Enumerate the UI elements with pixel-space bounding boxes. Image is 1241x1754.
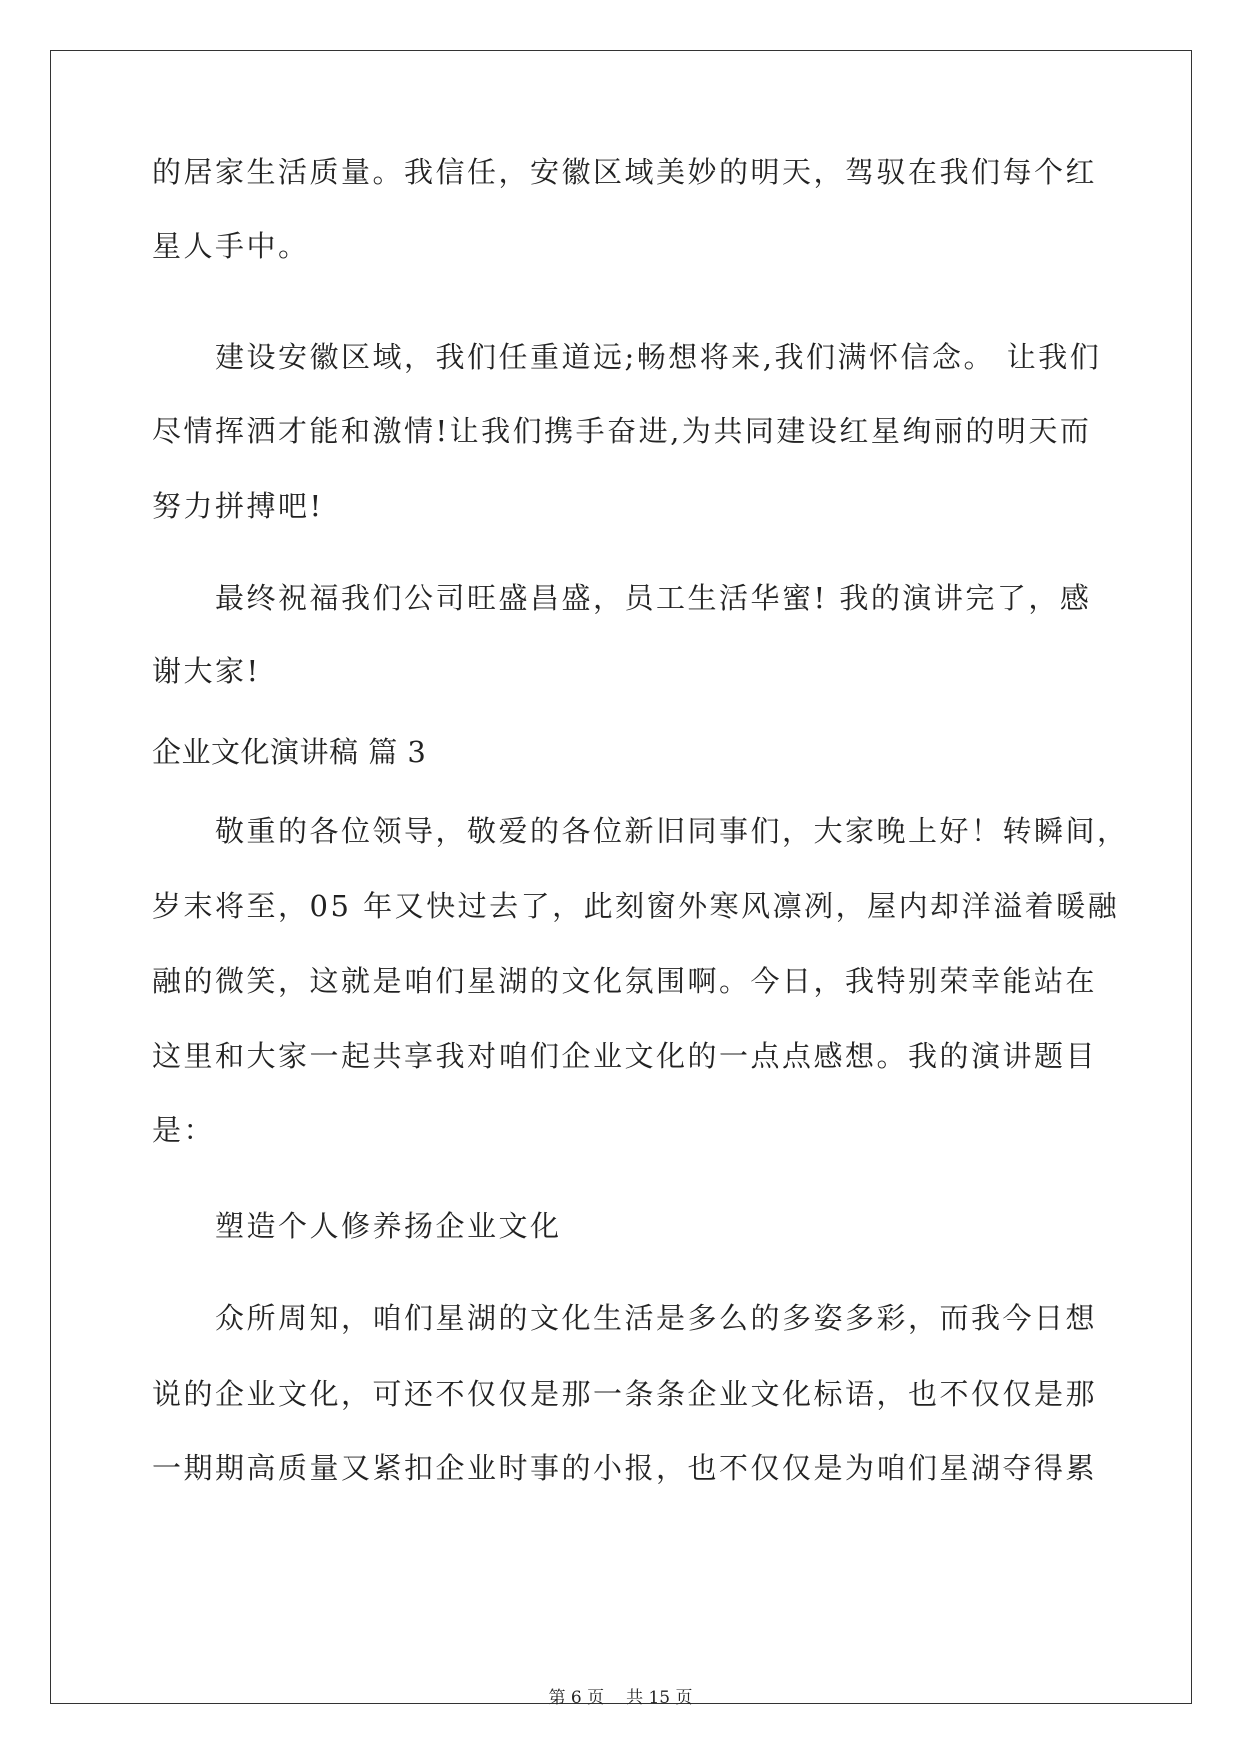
text-line: 谢大家! [152, 654, 261, 688]
text-line: 众所周知，咱们星湖的文化生活是多么的多姿多彩，而我今日想 [152, 1301, 1098, 1335]
text-line: 这里和大家一起共享我对咱们企业文化的一点点感想。我的演讲题目 [152, 1039, 1098, 1073]
text-line: 岁末将至，05 年又快过去了，此刻窗外寒风凛冽，屋内却洋溢着暖融 [152, 889, 1120, 923]
page-number: 第 6 页 [548, 1688, 605, 1708]
text-line: 的居家生活质量。我信任，安徽区域美妙的明天，驾驭在我们每个红 [152, 155, 1098, 189]
text-line: 融的微笑，这就是咱们星湖的文化氛围啊。今日，我特别荣幸能站在 [152, 964, 1098, 998]
text-line: 是： [152, 1113, 216, 1147]
text-line: 一期期高质量又紧扣企业时事的小报，也不仅仅是为咱们星湖夺得累 [152, 1451, 1098, 1485]
text-line: 说的企业文化，可还不仅仅是那一条条企业文化标语，也不仅仅是那 [152, 1377, 1098, 1411]
page-footer [0, 1687, 1241, 1709]
text-line: 星人手中。 [152, 229, 310, 263]
text-line: 建设安徽区域，我们任重道远;畅想将来,我们满怀信念。 让我们 [152, 340, 1102, 374]
text-line: 敬重的各位领导，敬爱的各位新旧同事们，大家晚上好！转瞬间， [152, 814, 1129, 848]
speech-title: 塑造个人修养扬企业文化 [152, 1209, 562, 1243]
text-line: 最终祝福我们公司旺盛昌盛，员工生活华蜜! 我的演讲完了，感 [152, 581, 1092, 615]
text-line: 尽情挥洒才能和激情!让我们携手奋进,为共同建设红星绚丽的明天而 [152, 414, 1092, 448]
text-line: 努力拼搏吧! [152, 489, 324, 523]
section-heading: 企业文化演讲稿 篇 3 [152, 735, 427, 769]
page-total: 共 15 页 [626, 1688, 693, 1708]
